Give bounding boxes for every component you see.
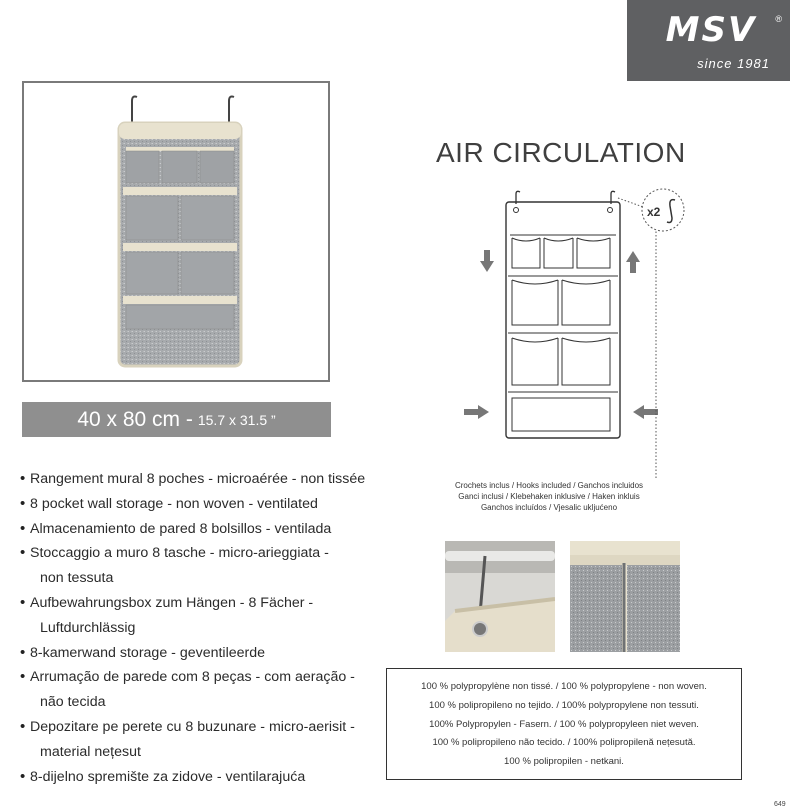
hooks-count: x2 [647,205,661,219]
hooks-included-text: Crochets inclus / Hooks included / Ganchos incluidos Ganci inclusi / Klebehaken inklusive / Haken inkluis Ganchos incluídos / Vjesalic ukljućeno [454,481,644,512]
arrow-left-icon [633,405,658,419]
arrow-right-icon [464,405,489,419]
material-info-box [386,668,742,780]
material-line: 100 % polipropilen - netkani. [504,756,624,768]
brand-logo [627,0,790,81]
material-line: 100 % polipropileno no tejido. / 100% polypropylene non tessuti. [429,699,699,711]
size-metric: 40 x 80 cm - [77,407,193,431]
fabric-detail-photo [570,541,680,652]
material-line: 100 % polypropylène non tissé. / 100 % polypropylene - non woven. [421,681,707,692]
arrow-down-icon [480,250,494,272]
feature-item: • Stoccaggio a muro 8 tasche - micro-arieggiata - non tessuta [20,541,370,591]
air-circulation-title: AIR CIRCULATION [436,137,686,168]
arrow-up-icon [626,251,640,273]
page-number: 649 [774,801,786,808]
size-imperial: 15.7 x 31.5 ” [197,411,276,428]
material-line: 100 % polipropileno não tecido. / 100% polipropilenă nețesută. [432,737,696,749]
dimensions-bar [22,402,331,437]
product-photo [22,81,330,382]
feature-item: • 8 pocket wall storage - non woven - ventilated [20,492,370,517]
feature-list [20,467,370,789]
feature-item: • Depozitare pe perete cu 8 buzunare - micro-aerisit - material nețesut [20,715,370,765]
feature-item: • 8-dijelno spremište za zidove - ventilarajuća [20,765,370,790]
organizer-illustration [24,83,328,380]
feature-item: • Rangement mural 8 poches - microaérée - non tissée [20,467,370,492]
hook-detail-photo [445,541,555,652]
air-circulation-diagram [460,180,690,480]
feature-item: • Aufbewahrungsbox zum Hängen - 8 Fächer - Luftdurchlässig [20,591,370,641]
brand-since: since 1981 [697,56,770,71]
brand-name: MSV [665,10,757,50]
feature-item: • 8-kamerwand storage - geventileerde [20,641,370,666]
feature-item: • Arrumação de parede com 8 peças - com aeração - não tecida [20,665,370,715]
feature-item: • Almacenamiento de pared 8 bolsillos - ventilada [20,517,370,542]
material-line: 100% Polypropylen - Fasern. / 100 % polypropyleen niet weven. [429,718,699,730]
registered-mark: ® [775,14,782,24]
